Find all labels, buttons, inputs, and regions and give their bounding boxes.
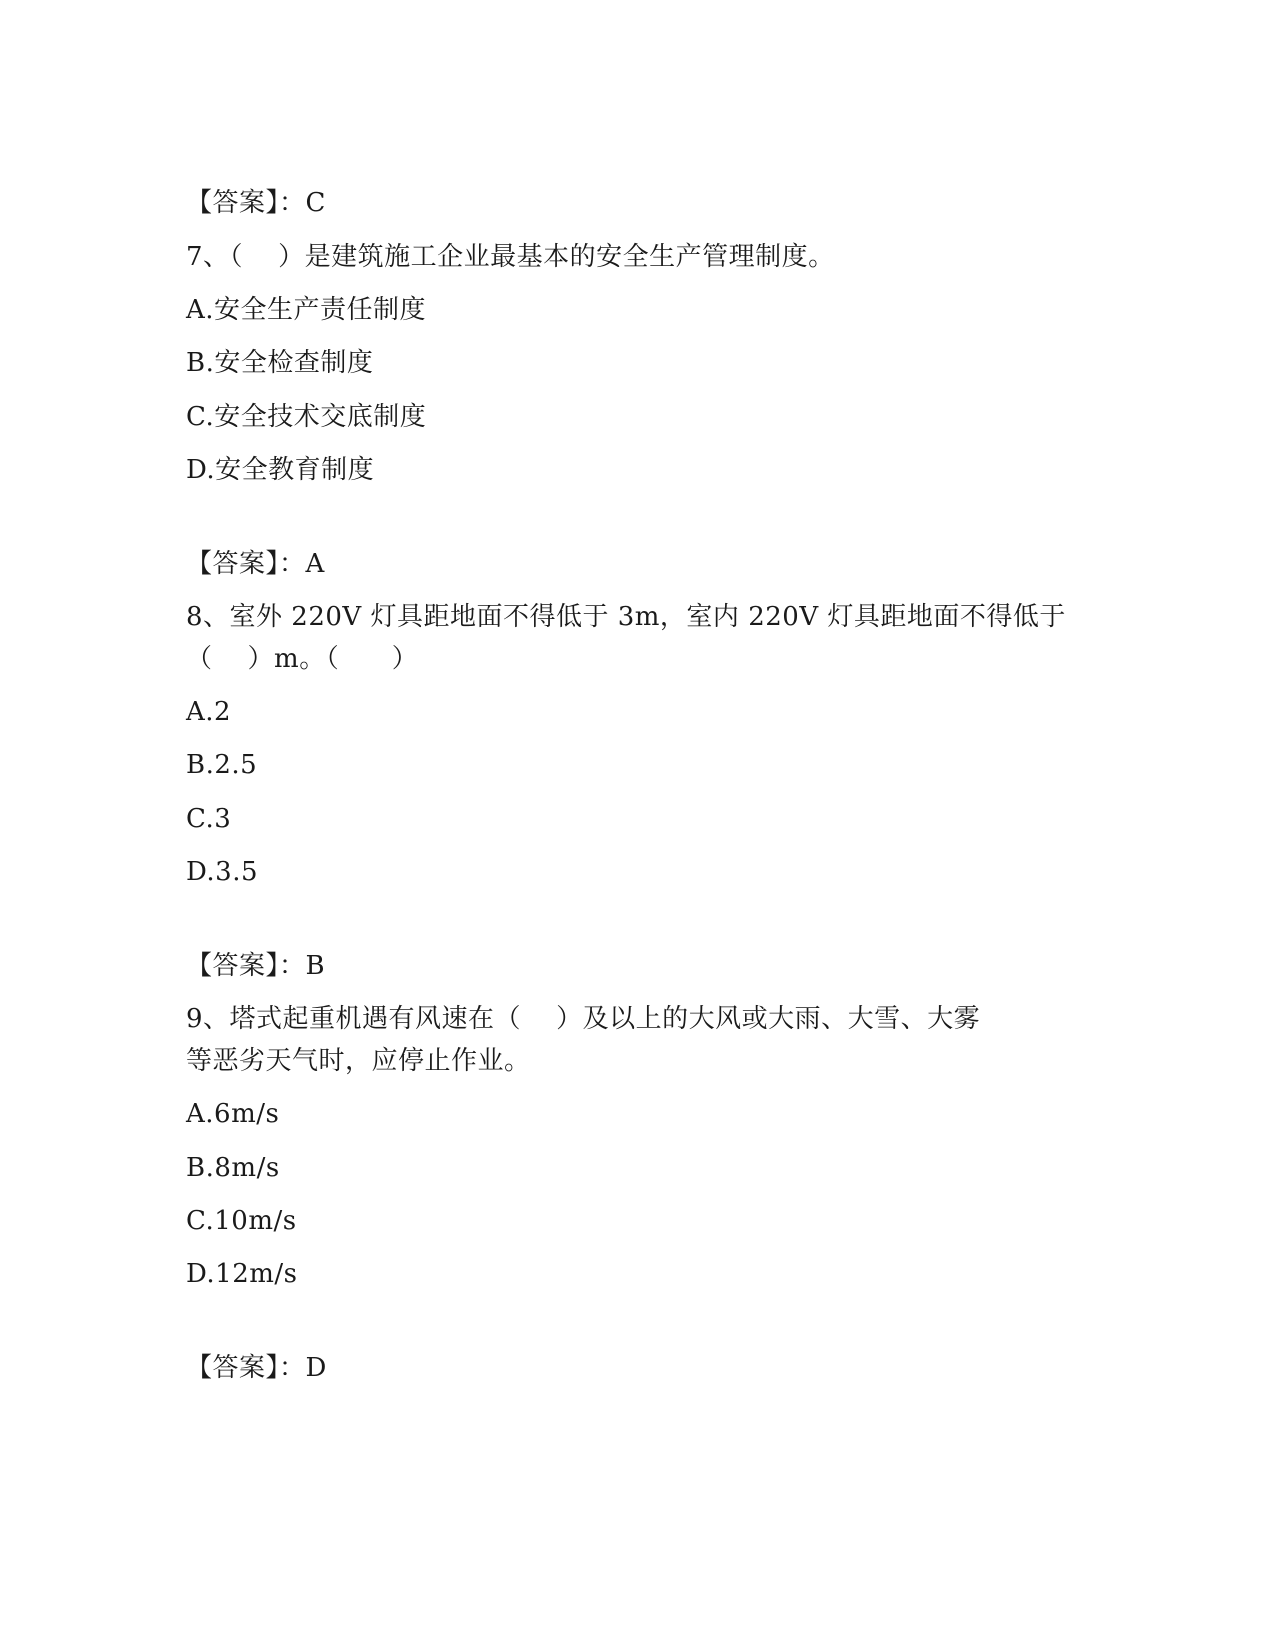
question-8-text-line2: （ ）m。（ ） [186,644,419,674]
answer-q7: 【答案】：A [186,549,325,579]
answer-q6: 【答案】：C [186,188,326,218]
question-7-option-d: D.安全教育制度 [186,455,375,485]
question-7-option-b: B.安全检查制度 [186,348,374,378]
answer-q9: 【答案】：D [186,1353,327,1383]
question-9-option-b: B.8m/s [186,1153,280,1183]
question-9-text-line2: 等恶劣天气时，应停止作业。 [186,1046,531,1076]
question-9-text-line1: 9、塔式起重机遇有风速在（ ）及以上的大风或大雨、大雪、大雾 [186,1004,981,1034]
question-9-option-a: A.6m/s [186,1099,280,1129]
question-8-option-a: A.2 [186,697,232,727]
question-7-option-a: A.安全生产责任制度 [186,295,427,325]
question-9-option-d: D.12m/s [186,1259,298,1289]
question-7-text: 7、（ ）是建筑施工企业最基本的安全生产管理制度。 [186,242,835,272]
question-8-option-c: C.3 [186,804,232,834]
answer-q8: 【答案】：B [186,951,326,981]
question-8-option-b: B.2.5 [186,750,258,780]
question-7-option-c: C.安全技术交底制度 [186,402,427,432]
question-9-option-c: C.10m/s [186,1206,297,1236]
question-8-option-d: D.3.5 [186,857,259,887]
question-8-text-line1: 8、室外 220V 灯具距地面不得低于 3m，室内 220V 灯具距地面不得低于 [186,602,1066,632]
